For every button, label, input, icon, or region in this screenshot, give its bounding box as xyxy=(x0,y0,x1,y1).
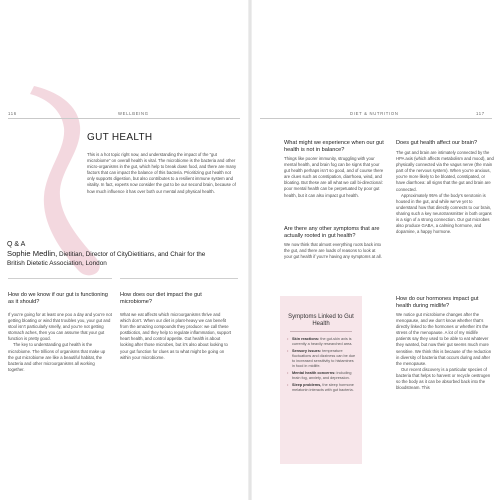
left-header-rule xyxy=(8,118,240,119)
symptoms-list xyxy=(287,337,357,395)
symptom-text: the sleep hormone melatonin interacts with gut bacteria. xyxy=(292,383,354,392)
symptoms-sidebar xyxy=(280,296,362,464)
answer-paragraph: We now think that almost everything roots back into the gut, and there are loads of reasons to look at your gut health if you’re having any symptoms at all. xyxy=(284,242,382,260)
answer-text xyxy=(284,156,384,199)
symptom-term: Sleep problems, xyxy=(292,383,322,387)
answer-paragraph: Approximately 95% of the body’s serotonin is housed in the gut, and while we’ve yet to understand how that directly connects to our brain, sharing such a key neurotransmitter in both organs is a sign of a strong connection. Our gut microbes also produce GABA, a calming hormone, and dopamine, a happy hormone. xyxy=(396,192,492,235)
list-item xyxy=(287,383,357,393)
left-section-label: WELLBEING xyxy=(118,111,149,116)
list-item xyxy=(287,337,357,347)
answer-text xyxy=(8,312,112,373)
answer-text xyxy=(396,150,494,235)
answer-paragraph: The gut and brain are intimately connected by the HPA axis (which affects metabolism and mood), and physically connected via the vagus nerve (the main part of the nervous system). When you’re anxious, you’re more likely to be bloated, constipated, or have diarrhoea: all signs that the gut and brain are connected. xyxy=(396,150,494,192)
expert-name: Sophie Medlin, xyxy=(7,249,58,258)
answer-text xyxy=(396,312,494,391)
symptom-term: Sensory issues: xyxy=(292,349,322,353)
intro-paragraph: This is a hot topic right now, and understanding the impact of the “gut microbiome” on overall health is vital. The microbiome is the bacteria and other micro-organisms in the gut, which help to break down food, and there are many factors that can impact the balance of this bacteria. Prioritizing gut health not only supports digestion, but also contributes to a resilient immune system and vitality. In fact, experts now consider the gut to be our second brain, because of how much influence it has over both our mental and physical health. xyxy=(87,152,237,194)
symptom-term: Skin reactions: xyxy=(292,337,320,341)
expert-role: Dietitian, Director of CityDietitians, and Chair for the British Dietetic Association, London xyxy=(7,251,206,267)
expert-credit xyxy=(7,250,207,268)
question-heading: Does gut health affect our brain? xyxy=(396,140,478,146)
answer-text xyxy=(284,242,384,260)
symptom-text: including brain fog, anxiety, and depression. xyxy=(292,371,352,380)
article-intro xyxy=(87,152,237,195)
question-heading: How do our hormones impact gut health during midlife? xyxy=(396,296,479,309)
sidebar-title: Symptoms Linked to Gut Health xyxy=(288,314,354,327)
right-page-number: 117 xyxy=(476,111,485,116)
symptom-text: temperature fluctuations and dizziness can be due to increased sensitivity to histamines in food in midlife. xyxy=(292,349,356,368)
list-item xyxy=(287,349,357,369)
list-item xyxy=(287,371,357,381)
right-section-label: DIET & NUTRITION xyxy=(350,111,399,116)
answer-paragraph: Our recent discovery is a particular species of bacteria that helps to harvest or recycle oestrogen so the body as it can be absorbed back into the bloodstream. This xyxy=(396,366,491,391)
column-rule-2 xyxy=(120,278,238,279)
answer-paragraph: The key to understanding gut health is the microbiome. The trillions of organisms that make up the gut microbiome are like a beautiful habitat, the bacteria and other microorganisms all working together. xyxy=(8,342,106,372)
answer-paragraph: We notice gut microbiome changes after the menopause, and we don’t know whether that’s directly linked to the hormones or whether it’s the stress of the menopause. A lot of my midlife patients say they used to be able to eat whatever they wanted, but now their gut seems much more sensitive. We think this is because of the reduction in diversity of bacteria that occurs during and after the menopause. xyxy=(396,312,492,366)
question-heading: Are there any other symptoms that are actually rooted in gut health? xyxy=(284,226,380,239)
answer-text xyxy=(120,312,232,361)
article-title: GUT HEALTH xyxy=(87,132,153,143)
page-gutter xyxy=(248,0,252,500)
column-rule-1 xyxy=(8,278,112,279)
question-heading: How do we know if our gut is functioning as it should? xyxy=(8,292,108,305)
question-heading: What might we experience when our gut health is not in balance? xyxy=(284,140,384,153)
answer-paragraph: What we eat affects which microorganisms thrive and which don’t. When our diet is plant-heavy we can benefit from the amazing compounds they produce: we call these postbiotics, and they help to regulate inflammation, support heart health, and control appetite. Gut health is about looking after those microbes, but it’s also about looking to your gut function for clues as to what might be going on within your microbiome. xyxy=(120,312,232,360)
qa-label: Q & A xyxy=(7,241,26,248)
answer-paragraph: If you’re going for at least one poo a day and you’re not getting bloating or wind that troubles you, your gut and stool isn’t particularly smelly, and you’re not getting stomach aches, then you can assume that your gut function is pretty good. xyxy=(8,312,112,342)
right-header-rule xyxy=(260,118,492,119)
question-heading: How does our diet impact the gut microbiome? xyxy=(120,292,202,305)
left-page-number: 116 xyxy=(8,111,17,116)
symptom-text: the gut-skin axis is currently a heavily researched area. xyxy=(292,337,353,346)
symptom-term: Mental health concerns: xyxy=(292,371,336,375)
sidebar-rule xyxy=(290,331,352,332)
answer-paragraph: Things like poorer immunity, struggling with your mental health, and brain fog can be signs that your gut health perhaps isn’t so good, and of course there are clues such as constipation, diarrhoea, wind, and bloating. But these are all what we call bi-directional: poor mental health can be perpetuated by poor gut health, but it can also impact gut health. xyxy=(284,156,384,198)
